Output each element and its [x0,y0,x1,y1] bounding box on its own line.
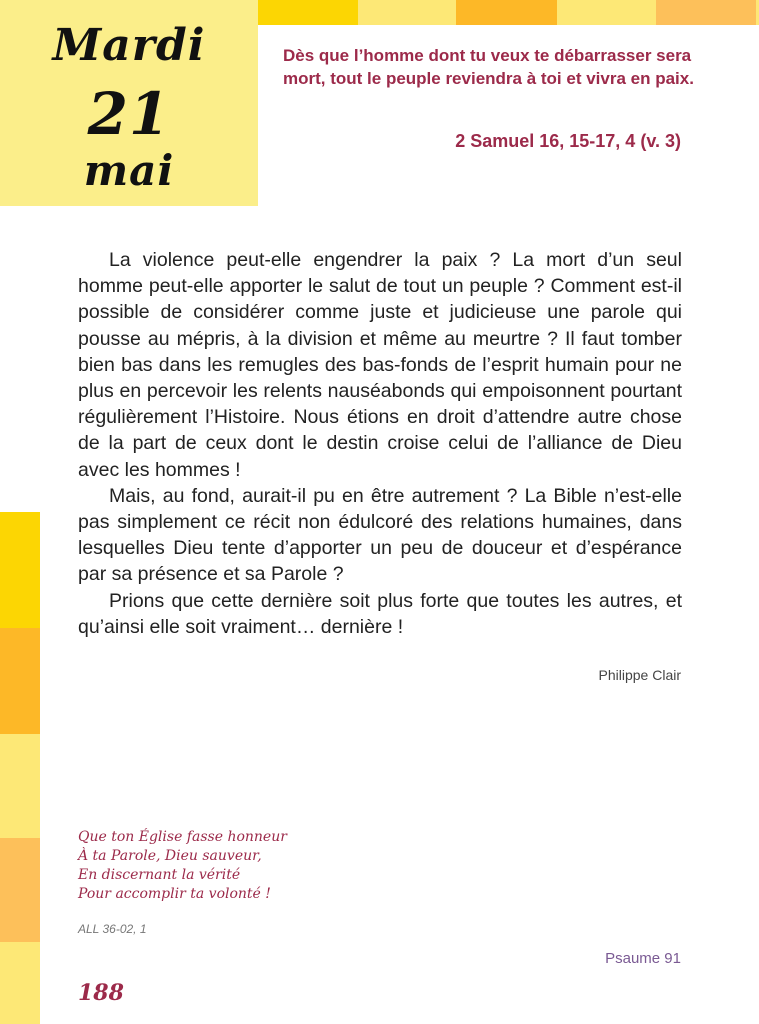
meditation-text [78,247,682,640]
strip-segment [0,734,40,838]
left-color-strip [0,512,40,1024]
psalm-reference: Psaume 91 [605,950,681,967]
strip-segment [456,0,557,25]
date-box [0,0,258,206]
strip-segment [0,942,40,1024]
strip-segment [656,0,756,25]
paragraph: La violence peut-elle engendrer la paix ? La mort d’un seul homme peut-elle apporter le salut de tout un peuple ? Comment est-il possible de considérer comme juste et judicieuse une parole qui pousse au mépris, à la division et même au meurtre ? Il faut tomber bien bas dans les remugles des bas-fonds de l’esprit humain pour ne plus en percevoir les relents nauséabonds qui empoisonnent pourtant régulièrement l’Histoire. Nous étions en droit d’attendre autre chose de la part de ceux dont le destin croise celui de l’alliance de Dieu avec les hommes ! [78,249,682,481]
prayer [78,828,287,904]
prayer-line: En discernant la vérité [78,867,241,883]
strip-segment [358,0,456,25]
prayer-line: À ta Parole, Dieu sauveur, [78,848,262,864]
prayer-line: Pour accomplir ta volonté ! [78,886,271,902]
strip-segment [557,0,656,25]
strip-segment [0,512,40,628]
prayer-line: Que ton Église fasse honneur [78,829,287,845]
paragraph: Mais, au fond, aurait-il pu en être autrement ? La Bible n’est-elle pas simplement ce récit non édulcoré des relations humaines, dans lesquelles Dieu tente d’apporter un peu de douceur et d’espérance par sa présence et sa Parole ? [78,484,682,586]
strip-segment [258,0,358,25]
verse-reference: 2 Samuel 16, 15-17, 4 (v. 3) [455,131,681,151]
verse-text: Dès que l’homme dont tu veux te débarrasser sera mort, tout le peuple reviendra à toi et vivra en paix. [283,46,694,88]
strip-segment [0,628,40,734]
prayer-reference: ALL 36-02, 1 [78,922,147,936]
date-month: mai [83,146,175,195]
date-number: 21 [87,80,171,148]
strip-segment [0,838,40,942]
date-day: Mardi [52,20,206,71]
top-color-strip [258,0,759,25]
paragraph: Prions que cette dernière soit plus forte que toutes les autres, et qu’ainsi elle soit vraiment… dernière ! [78,589,682,638]
page-number: 188 [78,980,124,1006]
author: Philippe Clair [598,667,681,683]
